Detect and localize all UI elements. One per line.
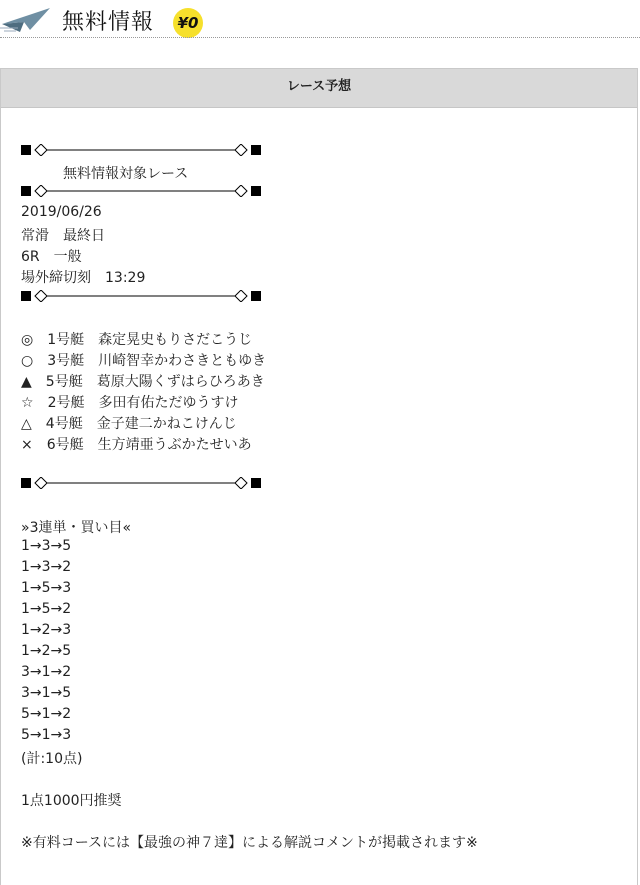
bet-combination: 1→5→3 [21, 580, 72, 596]
bet-combination: 3→1→5 [21, 685, 72, 701]
bet-combination: 3→1→2 [21, 664, 72, 680]
pick-text: 1号艇 森定晃史もりさだこうじ [47, 332, 253, 348]
paper-plane-icon [0, 4, 52, 34]
bet-combination: 1→2→3 [21, 622, 72, 638]
pick-row [21, 392, 238, 412]
pick-text: 6号艇 生方靖亜うぶかたせいあ [46, 437, 252, 453]
race-deadline: 場外締切刻 13:29 [21, 270, 146, 286]
race-prediction-panel [0, 68, 638, 885]
pick-text: 2号艇 多田有佑ただゆうすけ [47, 395, 239, 411]
bet-combination: 1→5→2 [21, 601, 72, 617]
target-race-label: 無料情報対象レース [63, 166, 189, 182]
free-yen-badge: ¥0 [173, 8, 203, 38]
pick-row [21, 371, 265, 391]
pick-mark: ☆ [21, 395, 34, 411]
pick-mark: ▲ [21, 374, 32, 390]
ornament-divider [21, 185, 261, 197]
page-title: 無料情報 [62, 10, 155, 35]
pick-text: 3号艇 川崎智幸かわさきともゆき [47, 353, 267, 369]
recommendation: 1点1000円推奨 [21, 793, 122, 809]
header-divider [0, 37, 640, 38]
pick-mark: ○ [21, 353, 34, 369]
race-venue: 常滑 最終日 [21, 228, 105, 244]
bet-combination: 5→1→3 [21, 727, 72, 743]
pick-text: 5号艇 葛原大陽くずはらひろあき [45, 374, 265, 390]
panel-title: レース予想 [1, 69, 637, 108]
bet-combination: 5→1→2 [21, 706, 72, 722]
bet-combination: 1→2→5 [21, 643, 72, 659]
paid-course-note: ※有料コースには【最強の神７達】による解説コメントが掲載されます※ [21, 835, 478, 851]
ornament-divider [21, 290, 261, 302]
bets-total: (計:10点) [21, 751, 83, 767]
bet-combination: 1→3→2 [21, 559, 72, 575]
pick-mark: × [21, 437, 33, 453]
pick-row [21, 413, 237, 433]
ornament-divider [21, 477, 261, 489]
pick-text: 4号艇 金子建二かねこけんじ [45, 416, 237, 432]
ornament-divider [21, 144, 261, 156]
pick-row [21, 350, 266, 370]
bet-combination: 1→3→5 [21, 538, 72, 554]
page-header [0, 0, 640, 40]
pick-mark: △ [21, 416, 32, 432]
race-date: 2019/06/26 [21, 204, 102, 220]
pick-row [21, 434, 252, 454]
bets-heading: »3連単・買い目« [21, 520, 132, 536]
pick-row [21, 329, 252, 349]
race-class: 6R 一般 [21, 249, 82, 265]
pick-mark: ◎ [21, 332, 34, 348]
